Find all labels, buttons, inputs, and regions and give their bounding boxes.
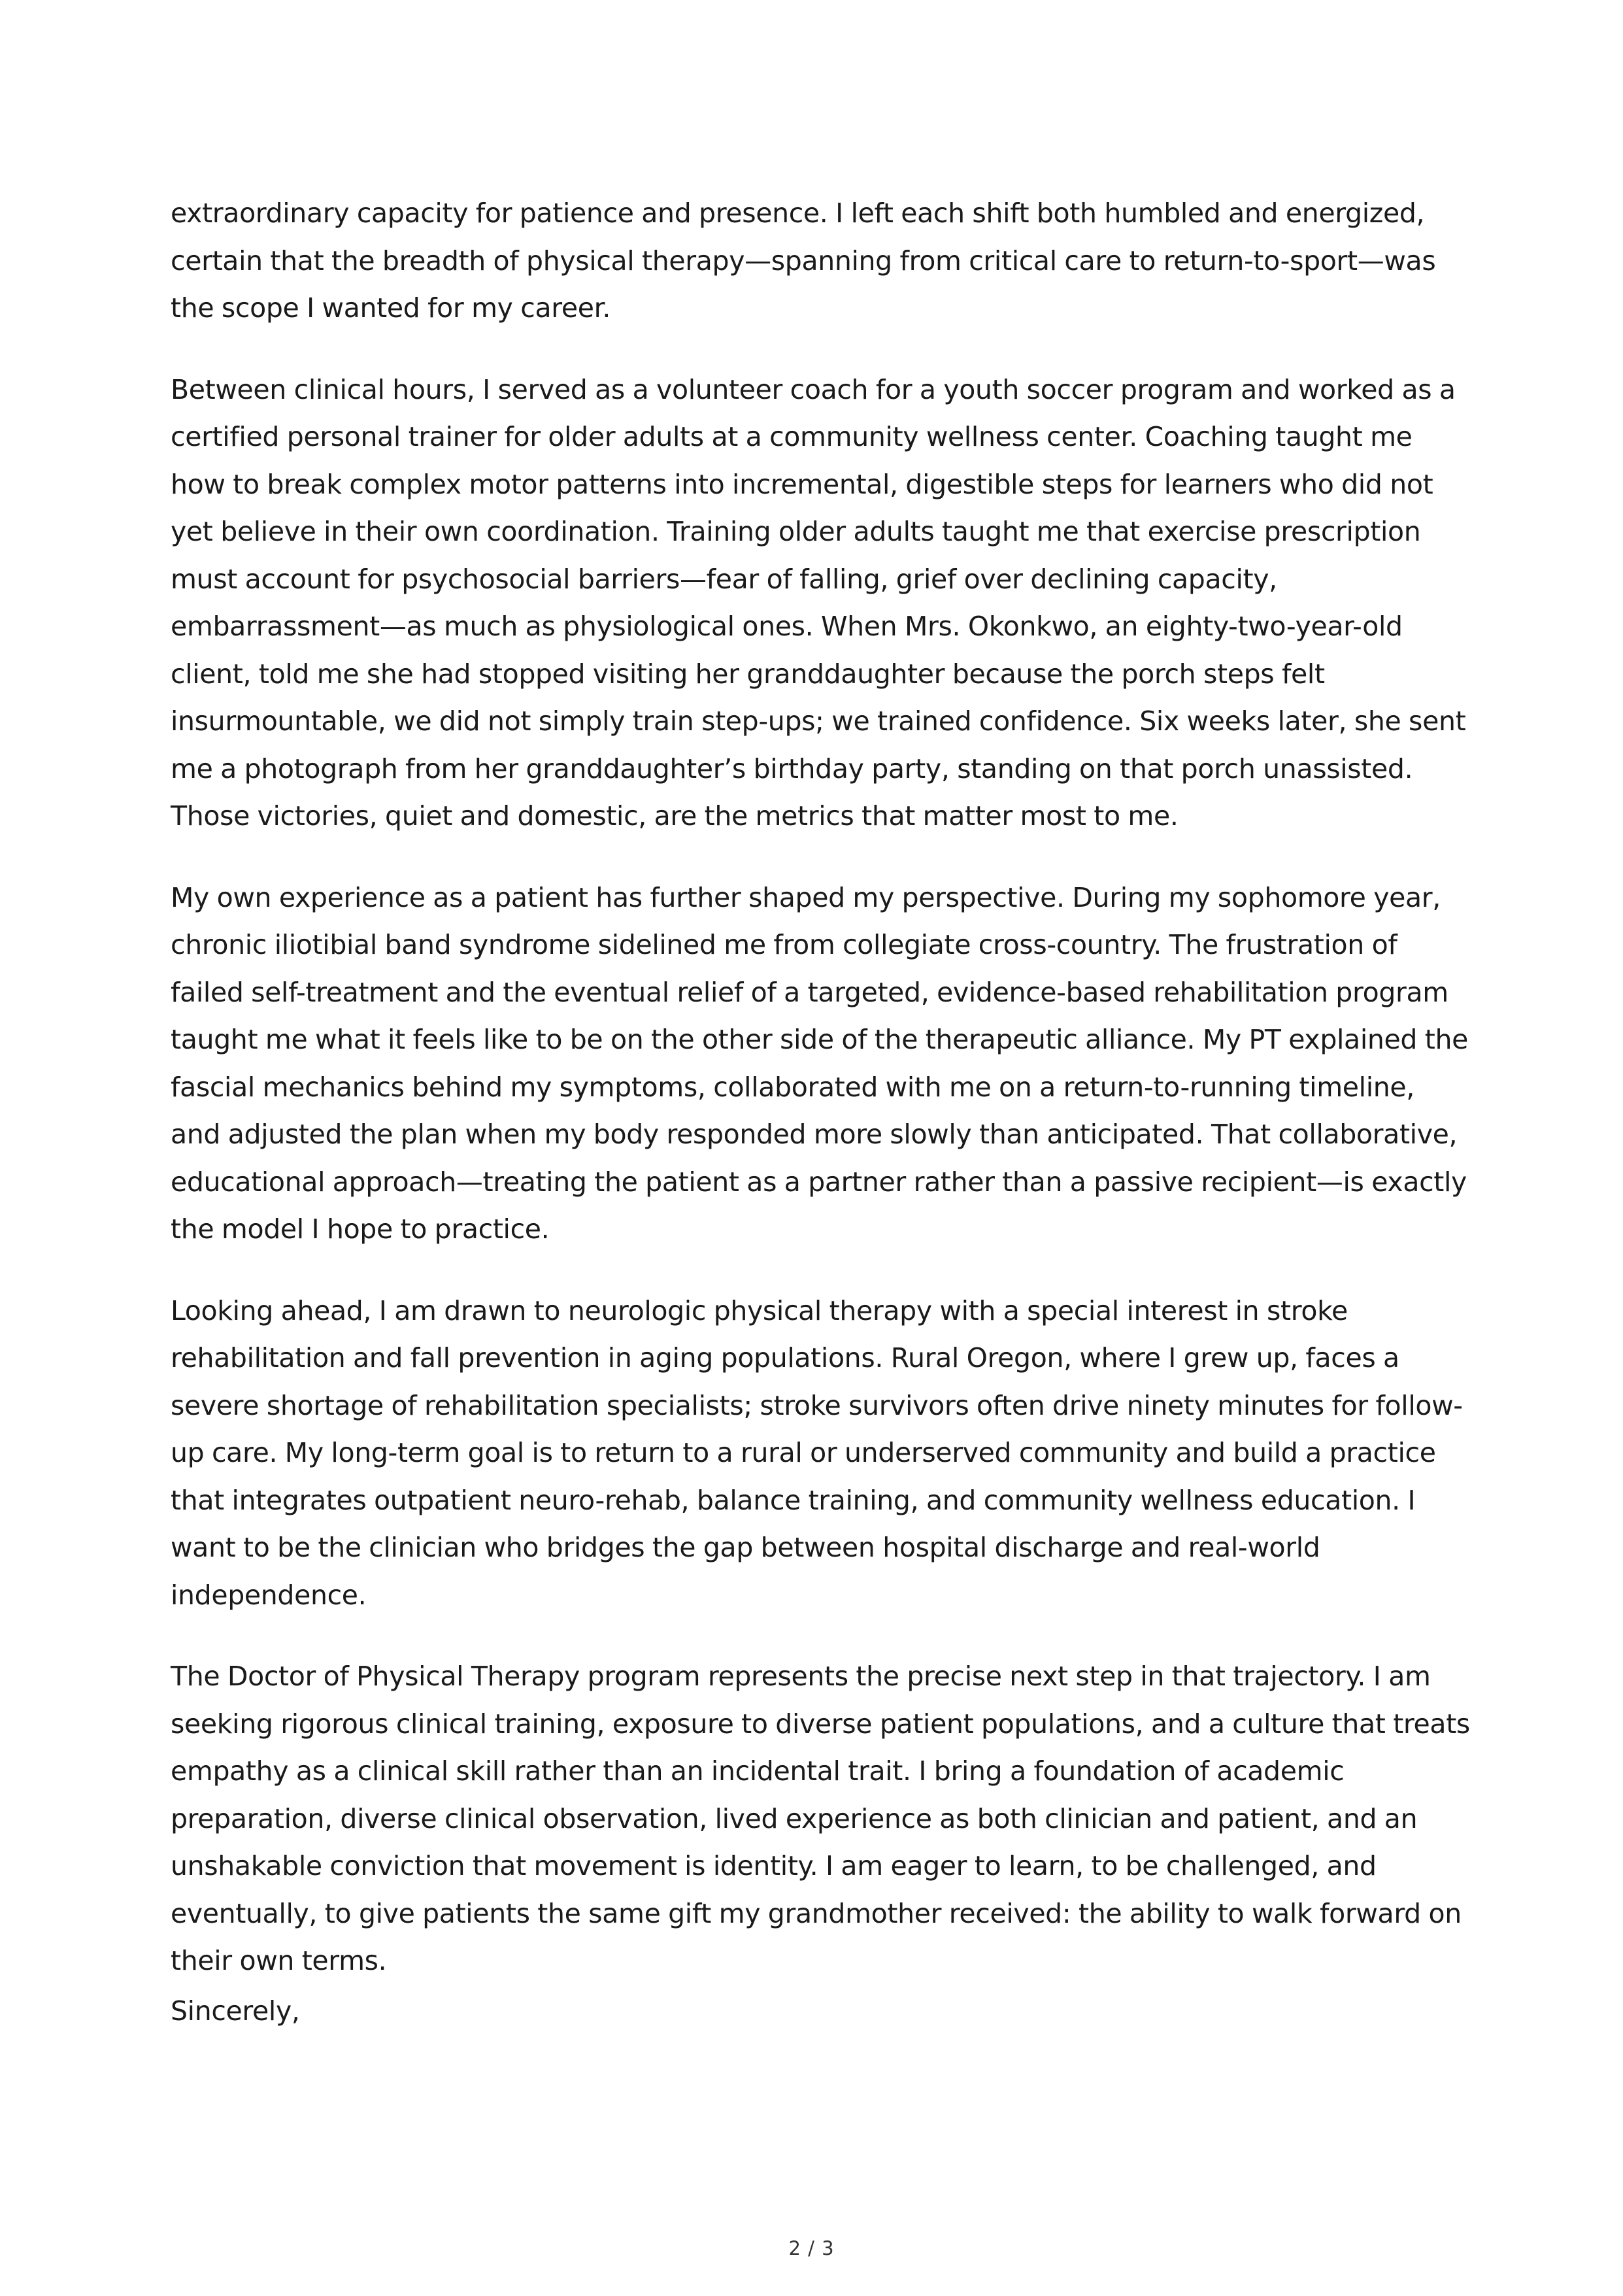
paragraph-coaching-training: Between clinical hours, I served as a volunteer coach for a youth soccer program and worked as a certified personal trainer for older adults at a community wellness center. Coaching taught me how to break complex motor patterns into incremental, digestible steps for learners who did not yet believe in their own coordination. Training older adults taught me that exercise prescription must account for psychosocial barriers—fear of falling, grief over declining capacity, embarrassment—as much as physiological ones. When Mrs. Okonkwo, an eighty-two-year-old client, told me she had stopped visiting her granddaughter because the porch steps felt insurmountable, we did not simply train step-ups; we trained confidence. Six weeks later, she sent me a photograph from her granddaughter’s birthday party, standing on that porch unassisted. Those victories, quiet and domestic, are the metrics that matter most to me. [171, 373, 1466, 832]
letter-closing: Sincerely, [171, 1995, 300, 2027]
letter-body [171, 190, 1471, 2019]
paragraph-program-fit: The Doctor of Physical Therapy program represents the precise next step in that trajectory. I am seeking rigorous clinical training, exposure to diverse patient populations, and a culture that treats empathy as a clinical skill rather than an incidental trait. I bring a foundation of academic preparation, diverse clinical observation, lived experience as both clinician and patient, and an unshakable conviction that movement is identity. I am eager to learn, to be challenged, and eventually, to give patients the same gift my grandmother received: the ability to walk forward on their own terms. [171, 1661, 1470, 1976]
paragraph-clinical-shift: extraordinary capacity for patience and presence. I left each shift both humbled and energized, certain that the breadth of physical therapy—spanning from critical care to return-to-sport—was the scope I wanted for my career. [171, 197, 1436, 324]
page-number: 2 / 3 [788, 2237, 835, 2259]
paragraph-patient-experience: My own experience as a patient has further shaped my perspective. During my sophomore year, chronic iliotibial band syndrome sidelined me from collegiate cross-country. The frustration of failed self-treatment and the eventual relief of a targeted, evidence-based rehabilitation program taught me what it feels like to be on the other side of the therapeutic alliance. My PT explained the fascial mechanics behind my symptoms, collaborated with me on a return-to-running timeline, and adjusted the plan when my body responded more slowly than anticipated. That collaborative, educational approach—treating the patient as a partner rather than a passive recipient—is exactly the model I hope to practice. [171, 881, 1468, 1245]
paragraph-future-goals: Looking ahead, I am drawn to neurologic physical therapy with a special interest in stroke rehabilitation and fall prevention in aging populations. Rural Oregon, where I grew up, faces a severe shortage of rehabilitation specialists; stroke survivors often drive ninety minutes for follow-up care. My long-term goal is to return to a rural or underserved community and build a practice that integrates outpatient neuro-rehab, balance training, and community wellness education. I want to be the clinician who bridges the gap between hospital discharge and real-world independence. [171, 1294, 1463, 1611]
